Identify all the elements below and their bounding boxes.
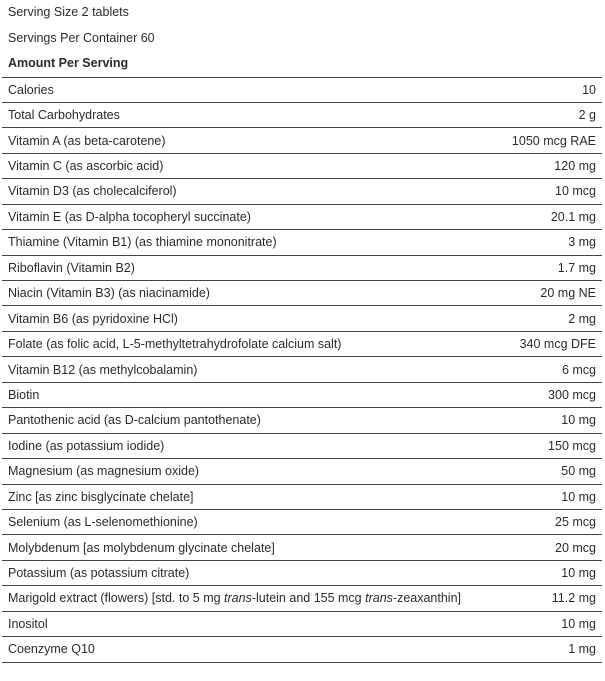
nutrient-name-italic-part: trans <box>224 591 252 606</box>
nutrient-amount: 3 mg <box>568 235 596 250</box>
nutrient-amount: 10 mg <box>561 566 596 581</box>
nutrient-row <box>2 408 602 433</box>
nutrient-amount: 340 mcg DFE <box>519 337 596 352</box>
nutrient-amount: 20 mcg <box>555 540 596 555</box>
nutrient-row <box>2 561 602 586</box>
nutrient-amount: 1 mg <box>568 642 596 657</box>
supplement-facts-panel <box>2 0 602 663</box>
nutrient-name-part: -lutein and 155 mcg <box>251 591 366 606</box>
nutrient-amount: 6 mcg <box>561 362 596 377</box>
nutrient-name: Vitamin C (as ascorbic acid) <box>8 159 164 174</box>
nutrient-amount: 300 mcg <box>548 387 596 402</box>
nutrient-name: Pantothenic acid (as D-calcium pantothenate) <box>8 413 261 428</box>
nutrient-name: Vitamin A (as beta-carotene) <box>8 133 166 148</box>
nutrient-name: Magnesium (as magnesium oxide) <box>8 464 200 479</box>
nutrient-name: Vitamin B6 (as pyridoxine HCl) <box>8 311 178 326</box>
nutrient-row <box>2 154 602 179</box>
amount-per-serving-header: Amount Per Serving <box>2 51 602 78</box>
nutrient-row <box>2 459 602 484</box>
nutrient-name: Folate (as folic acid, L-5-methyltetrahydrofolate calcium salt) <box>8 337 342 352</box>
nutrient-amount: 120 mg <box>554 159 596 174</box>
nutrient-amount: 2 g <box>578 108 596 123</box>
nutrient-name: Calories <box>8 82 54 97</box>
nutrient-amount: 10 mg <box>561 616 596 631</box>
nutrient-name: Inositol <box>8 616 48 631</box>
nutrient-row <box>2 306 602 331</box>
nutrient-row <box>2 78 602 103</box>
nutrient-row <box>2 510 602 535</box>
serving-size: Serving Size 2 tablets <box>8 5 129 19</box>
nutrient-amount: 20.1 mg <box>550 209 596 224</box>
nutrient-amount: 10 mcg <box>555 184 596 199</box>
nutrient-amount: 50 mg <box>561 464 596 479</box>
nutrient-amount: 1050 mcg RAE <box>511 133 596 148</box>
nutrient-row <box>2 128 602 153</box>
nutrient-row <box>2 434 602 459</box>
nutrient-name: Coenzyme Q10 <box>8 642 95 657</box>
nutrient-name: Niacin (Vitamin B3) (as niacinamide) <box>8 286 210 301</box>
nutrient-list <box>2 78 602 663</box>
nutrient-name: Total Carbohydrates <box>8 108 120 123</box>
nutrient-row <box>2 103 602 128</box>
nutrient-amount: 1.7 mg <box>557 260 596 275</box>
nutrient-name: Selenium (as L-selenomethionine) <box>8 515 198 530</box>
nutrient-name-part: -zeaxanthin] <box>392 591 462 606</box>
nutrient-name: Vitamin D3 (as cholecalciferol) <box>8 184 177 199</box>
nutrient-row <box>2 230 602 255</box>
nutrient-amount: 150 mcg <box>548 438 596 453</box>
nutrient-name: Biotin <box>8 387 40 402</box>
nutrient-name <box>8 591 461 605</box>
nutrient-amount: 11.2 mg <box>551 591 596 606</box>
nutrient-amount: 25 mcg <box>555 515 596 530</box>
nutrient-name: Riboflavin (Vitamin B2) <box>8 260 135 275</box>
servings-per-container: Servings Per Container 60 <box>8 30 155 45</box>
nutrient-row <box>2 637 602 662</box>
nutrient-name: Iodine (as potassium iodide) <box>8 438 165 453</box>
nutrient-row <box>2 179 602 204</box>
nutrient-row <box>2 281 602 306</box>
nutrient-amount: 2 mg <box>568 311 596 326</box>
nutrient-name: Thiamine (Vitamin B1) (as thiamine mononitrate) <box>8 235 277 250</box>
nutrient-row <box>2 205 602 230</box>
nutrient-amount: 10 mg <box>561 413 596 428</box>
nutrient-row <box>2 535 602 560</box>
nutrient-amount: 10 mg <box>561 489 596 504</box>
nutrient-amount: 10 <box>582 82 596 97</box>
nutrient-row <box>2 586 602 611</box>
nutrient-name-part: Marigold extract (flowers) [std. to 5 mg <box>8 591 225 606</box>
nutrient-name: Molybdenum [as molybdenum glycinate chelate] <box>8 540 275 555</box>
nutrient-name: Zinc [as zinc bisglycinate chelate] <box>8 489 194 504</box>
nutrient-amount: 20 mg NE <box>540 286 596 301</box>
nutrient-name: Potassium (as potassium citrate) <box>8 566 190 581</box>
nutrient-name: Vitamin B12 (as methylcobalamin) <box>8 362 198 377</box>
nutrient-row <box>2 256 602 281</box>
nutrient-row <box>2 485 602 510</box>
nutrient-name-italic-part: trans <box>365 591 393 606</box>
nutrient-row <box>2 383 602 408</box>
nutrient-row <box>2 357 602 382</box>
nutrient-name: Vitamin E (as D-alpha tocopheryl succinate) <box>8 209 251 224</box>
nutrient-row <box>2 612 602 637</box>
nutrient-row <box>2 332 602 357</box>
